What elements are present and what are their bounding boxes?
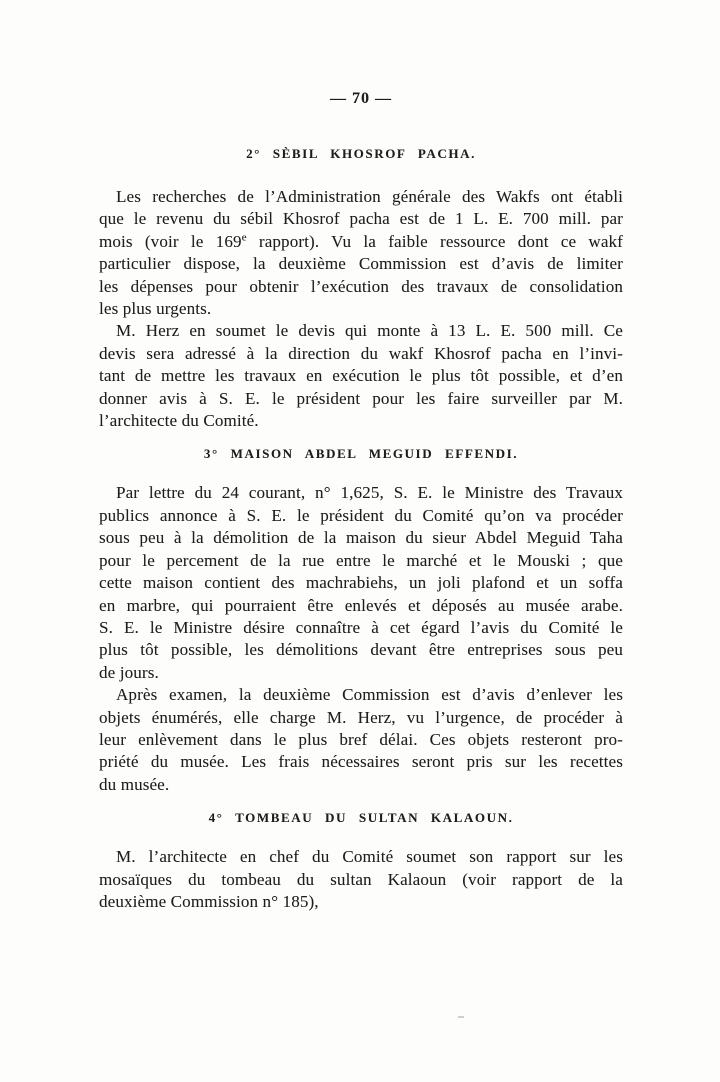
paragraph — [99, 482, 623, 684]
text-line: leur enlèvement dans le plus bref délai. Ces objets resteront pro- — [99, 729, 623, 749]
text-line: tant de mettre les travaux en exécution le plus tôt possible, et d’en — [99, 366, 623, 386]
paragraph — [99, 186, 623, 320]
scan-artifact — [458, 1016, 464, 1018]
text-line: priété du musée. Les frais nécessaires seront pris sur les recettes — [99, 752, 623, 772]
text-line: sous peu à la démolition de la maison du sieur Abdel Meguid Taha — [99, 528, 623, 548]
text-line: deuxième Commission n° 185), — [99, 891, 319, 911]
text-segment: mois (voir le 169 — [99, 231, 242, 251]
text-line: du musée. — [99, 774, 170, 794]
text-line: devis sera adressé à la direction du wakf Khosrof pacha en l’invi- — [99, 343, 623, 363]
section-heading-tombeau-du-sultan-kalaoun: 4° TOMBEAU DU SULTAN KALAOUN. — [208, 810, 514, 826]
text-line: cette maison contient des machrabiehs, un joli plafond et un soffa — [99, 573, 623, 593]
text-line: plus tôt possible, les démolitions devant être entreprises sous peu — [99, 640, 623, 660]
section-heading-maison-abdel-meguid-effendi: 3° MAISON ABDEL MEGUID EFFENDI. — [203, 446, 519, 462]
text-line: de jours. — [99, 662, 159, 682]
text-line — [99, 231, 623, 253]
text-line: Après examen, la deuxième Commission est d’avis d’enlever les — [116, 685, 623, 705]
superscript-ordinal: e — [241, 231, 247, 244]
paragraph — [99, 320, 623, 432]
text-line: S. E. le Ministre désire connaître à cet égard l’avis du Comité le — [99, 617, 623, 637]
text-line: pour le percement de la rue entre le marché et le Mouski ; que — [99, 550, 623, 570]
text-line: l’architecte du Comité. — [99, 411, 259, 431]
text-line: objets énumérés, elle charge M. Herz, vu l’urgence, de procéder à — [99, 707, 623, 727]
text-column — [99, 0, 623, 913]
text-line: Les recherches de l’Administration générale des Wakfs ont établi — [116, 187, 623, 206]
text-line: M. Herz en soumet le devis qui monte à 13 L. E. 500 mill. Ce — [116, 321, 623, 341]
text-line: Par lettre du 24 courant, n° 1,625, S. E. le Ministre des Travaux — [116, 483, 623, 503]
text-line: mosaïques du tombeau du sultan Kalaoun (voir rapport de la — [99, 869, 623, 889]
text-line: particulier dispose, la deuxième Commission est d’avis de limiter — [99, 254, 623, 274]
text-line: donner avis à S. E. le président pour les faire surveiller par M. — [99, 388, 623, 408]
section-heading-sebil-khosrof-pacha: 2° SÈBIL KHOSROF PACHA. — [246, 146, 476, 161]
paragraph — [99, 846, 623, 913]
text-line: que le revenu du sébil Khosrof pacha est de 1 L. E. 700 mill. par — [99, 209, 623, 229]
text-line: M. l’architecte en chef du Comité soumet son rapport sur les — [116, 847, 623, 867]
text-line: les plus urgents. — [99, 299, 212, 319]
text-segment: rapport). Vu la faible ressource dont ce wakf — [246, 231, 623, 251]
page-number: — 70 — — [330, 90, 392, 107]
text-line: en marbre, qui pourraient être enlevés et déposés au musée arabe. — [99, 595, 623, 615]
paragraph — [99, 684, 623, 796]
text-line: les dépenses pour obtenir l’exécution des travaux de consolidation — [99, 276, 623, 296]
text-line: publics annonce à S. E. le président du Comité qu’on va procéder — [99, 505, 623, 525]
